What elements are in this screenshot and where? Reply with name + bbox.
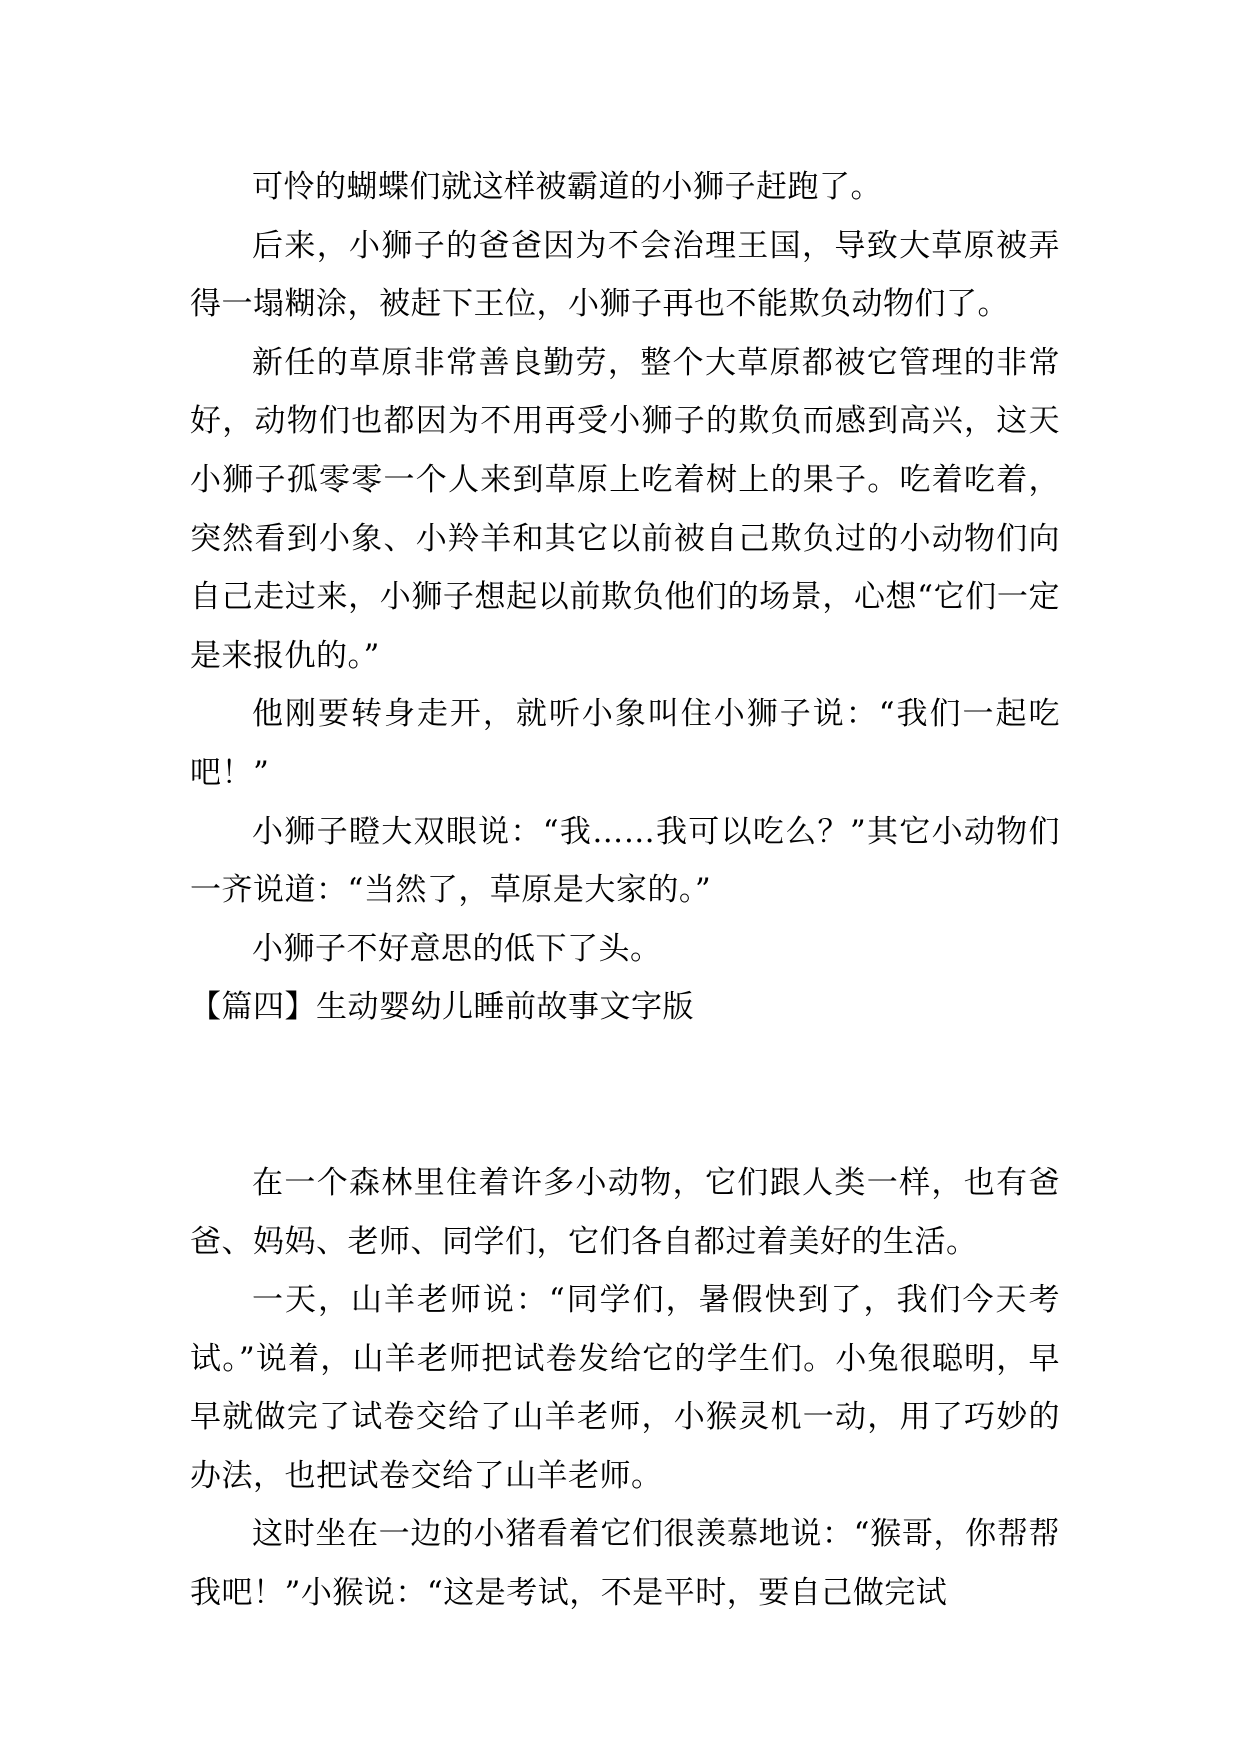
document-body: [190, 158, 1060, 1623]
paragraph: 后来，小狮子的爸爸因为不会治理王国，导致大草原被弄得一塌糊涂，被赶下王位，小狮子再也不能欺负动物们了。: [190, 227, 1060, 323]
paragraph: 小狮子不好意思的低下了头。: [252, 930, 662, 967]
paragraph: 新任的草原非常善良勤劳，整个大草原都被它管理的非常好，动物们也都因为不用再受小狮子的欺负而感到高兴，这天小狮子孤零零一个人来到草原上吃着树上的果子。吃着吃着，突然看到小象、小羚羊和其它以前被自己欺负过的小动物们向自己走过来，小狮子想起以前欺负他们的场景，心想“它们一定是来报仇的。”: [190, 344, 1060, 674]
section-spacer: [190, 1037, 1060, 1154]
paragraph: 在一个森林里住着许多小动物，它们跟人类一样，也有爸爸、妈妈、老师、同学们，它们各自都过着美好的生活。: [190, 1164, 1060, 1260]
paragraph: 他刚要转身走开，就听小象叫住小狮子说：“我们一起吃吧！”: [190, 696, 1060, 791]
section-heading: 【篇四】生动婴幼儿睡前故事文字版: [190, 989, 694, 1026]
paragraph: 这时坐在一边的小猪看着它们很羡慕地说：“猴哥，你帮帮我吧！”小猴说：“这是考试，不是平时，要自己做完试: [190, 1516, 1060, 1612]
paragraph: 小狮子瞪大双眼说：“我……我可以吃么？”其它小动物们一齐说道：“当然了，草原是大家的。”: [190, 813, 1060, 909]
paragraph: 可怜的蝴蝶们就这样被霸道的小狮子赶跑了。: [252, 169, 882, 205]
paragraph: 一天，山羊老师说：“同学们，暑假快到了，我们今天考试。”说着，山羊老师把试卷发给它的学生们。小兔很聪明，早早就做完了试卷交给了山羊老师，小猴灵机一动，用了巧妙的办法，也把试卷交给了山羊老师。: [190, 1282, 1060, 1494]
